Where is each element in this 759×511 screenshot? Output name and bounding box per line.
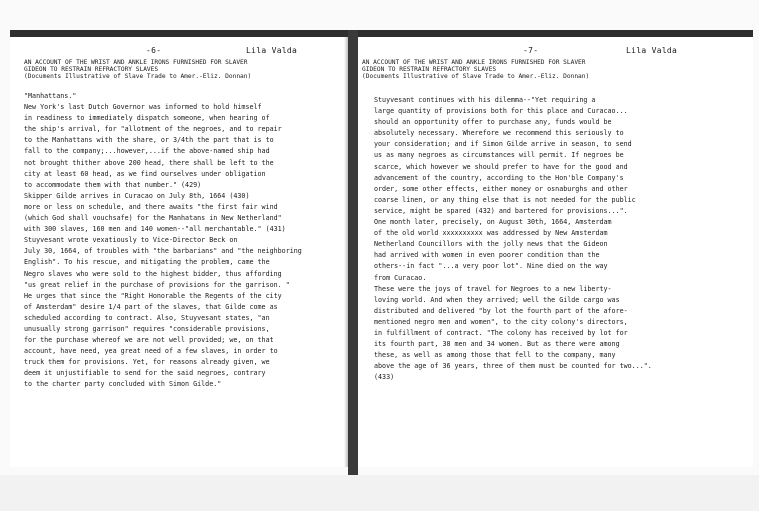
text-line: others--in fact "...a very poor lot". Nine died on the way [374,262,608,271]
text-line: above the age of 36 years, three of them must be counted for two...". [374,362,652,371]
text-line: should an opportunity offer to purchase any, funds would be [374,118,612,127]
document-caption [24,59,251,81]
text-line: had arrived with women in even poorer condition than the [374,251,600,260]
text-line: deem it unjustifiable to send for the said negroes, contrary [24,369,266,378]
text-line: (which God shall vouchsafe) for the Manhatans in New Netherland" [24,214,282,223]
text-line: in fulfillment of contract. "The colony has received by lot for [374,328,628,337]
right-page-top-edge [358,30,753,37]
caption-line: (Documents Illustrative of Slave Trade to Amer.-Eliz. Donnan) [24,73,252,81]
scan-bottom-margin [0,475,759,511]
text-line: scarce, which however we should prefer to have for the good and [374,162,628,171]
text-line: (433) [374,373,395,382]
text-line: service, might be spared (432) and bartered for provisions...". [374,206,628,215]
text-line: city at least 60 head, as we find ourselves under obligation [24,169,266,178]
right-page [358,37,753,467]
text-line: your consideration; and if Simon Gilde arrive in season, to send [374,140,632,149]
text-line: to accommodate them with that number." (429) [24,180,202,189]
caption-line: GIDEON TO RESTRAIN REFRACTORY SLAVES [362,66,497,74]
text-line: from Curacao. [374,273,427,282]
text-line: scheduled according to contract. Also, Stuyvesant states, "an [24,313,270,322]
text-line: distributed and delivered "by lot the fourth part of the afore- [374,306,628,315]
text-line: us as many negroes as circumstances will permit. If negroes be [374,151,624,160]
text-line: English". To his rescue, and mitigating the problem, came the [24,258,270,267]
text-line: New York's last Dutch Governor was informed to hold himself [24,103,262,112]
author-name: Lila Valda [246,46,298,55]
text-line: He urges that since the "Right Honorable the Regents of the city [24,291,282,300]
body-text [374,95,652,383]
caption-line: (Documents Illustrative of Slave Trade to Amer.-Eliz. Donnan) [362,73,590,81]
author-name: Lila Valda [626,46,678,55]
left-page-top-edge [10,30,348,37]
text-line: account, have need, yea great need of a few slaves, in order to [24,347,278,356]
text-line: these, as well as among those that fell to the company, many [374,351,616,360]
text-line: unusually strong garrison" requires "considerable provisions, [24,324,270,333]
text-line: more or less on schedule, and there awaits "the first fair wind [24,202,278,211]
text-line: These were the joys of travel for Negroes to a new liberty- [374,284,612,293]
text-line: One month later, precisely, on August 30th, 1664, Amsterdam [374,218,612,227]
text-line: mentioned negro men and women", to the city colony's directors, [374,317,628,326]
body-text [24,91,302,391]
left-page [10,37,348,467]
text-line: in readiness to immediately dispatch someone, when hearing of [24,114,270,123]
text-line: July 30, 1664, of troubles with "the barbarians" and "the neighboring [24,247,302,256]
text-line: to the Manhattans with the share, or 3/4th the part that is to [24,136,274,145]
text-line: large quantity of provisions both for this place and Curacao... [374,107,628,116]
caption-line: GIDEON TO RESTRAIN REFRACTORY SLAVES [24,66,159,74]
caption-line: AN ACCOUNT OF THE WRIST AND ANKLE IRONS FURNISHED FOR SLAVER [24,59,248,66]
text-line: truck them for provisions. Yet, for reasons already given, we [24,358,270,367]
gutter-shadow [344,37,348,467]
text-line: the ship's arrival, for "allotment of the negroes, and to repair [24,125,282,134]
text-line: Stuyvesant continues with his dilemma--"Yet requiring a [374,96,596,104]
text-line: Skipper Gilde arrives in Curacao on July 8th, 1664 (430) [24,191,250,200]
text-line: for the purchase whereof we are not well provided; we, on that [24,336,274,345]
text-line: of Amsterdam" desire 1/4 part of the slaves, that Gilde come as [24,302,278,311]
text-line: its fourth part, 38 men and 34 women. But as there were among [374,340,620,349]
text-line: of the old world xxxxxxxxxx was addressed by New Amsterdam [374,229,608,238]
caption-line: AN ACCOUNT OF THE WRIST AND ANKLE IRONS FURNISHED FOR SLAVER [362,59,586,66]
text-line: order, some other effects, either money or osnaburghs and other [374,184,628,193]
text-line: coarse linen, or any thing else that is not needed for the public [374,195,636,204]
text-line: fall to the company;...however,...if the above-named ship had [24,147,270,156]
book-gutter [348,30,358,475]
text-line: Stuyvesant wrote vexatiously to Vice-Director Beck on [24,236,238,245]
text-line: not brought thither above 200 head, there shall be left to the [24,158,274,167]
text-line: "us great relief in the purchase of provisions for the garrison. " [24,280,290,289]
text-line: advancement of the country, according to the Hon'ble Company's [374,173,624,182]
text-line: Negro slaves who were sold to the highest bidder, thus affording [24,269,282,278]
text-line: to the charter party concluded with Simon Gilde." [24,380,222,389]
page-number: -6- [146,46,162,55]
text-line: "Manhattans." [24,92,77,100]
page-number: -7- [523,46,539,55]
text-line: loving world. And when they arrived; well the Gilde cargo was [374,295,620,304]
document-caption [362,59,589,81]
text-line: absolutely necessary. Wherefore we recommend this seriously to [374,129,624,138]
text-line: Netherland Councillors with the jolly news that the Gideon [374,240,608,249]
text-line: with 300 slaves, 160 men and 140 women--"all merchantable." (431) [24,225,286,234]
